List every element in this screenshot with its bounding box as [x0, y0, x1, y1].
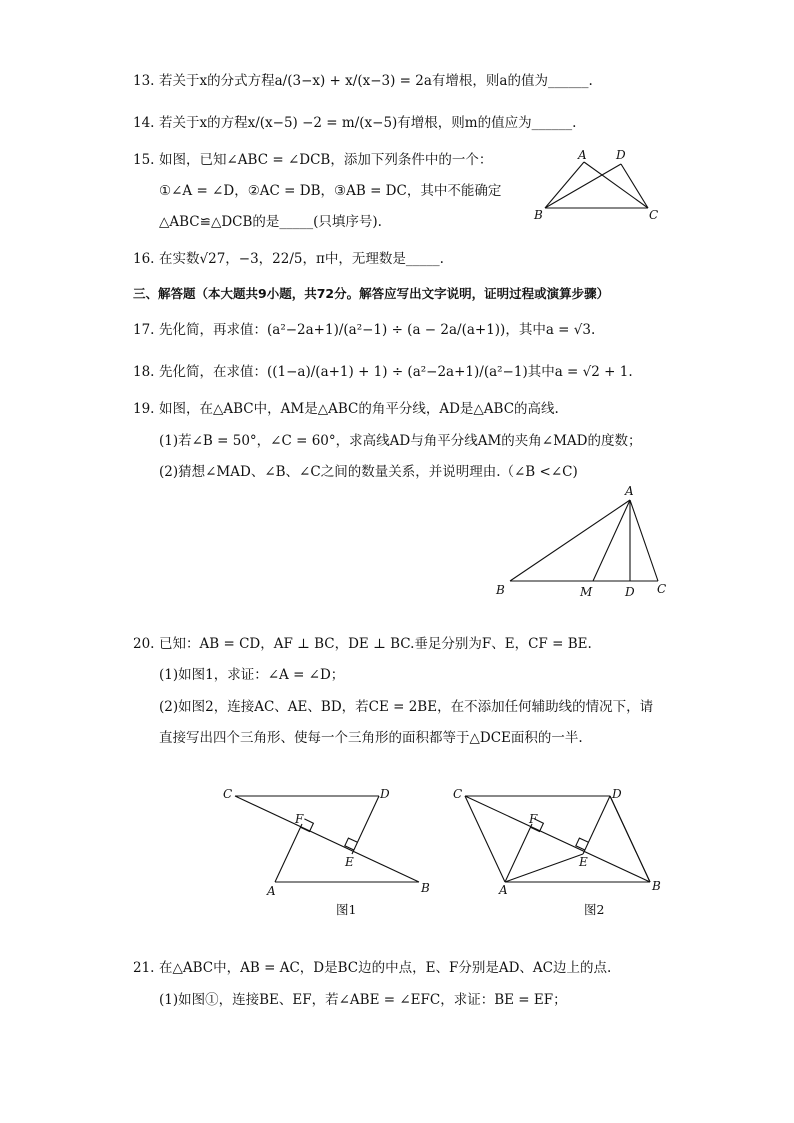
section-heading: 三、解答题（本大题共9小题，共72分。解答应写出文字说明，证明过程或演算步骤） [133, 286, 610, 301]
label-e: E [579, 855, 588, 869]
question-text: 若关于x的方程x/(x−5) −2 = m/(x−5)有增根，则m的值应为______. [159, 115, 577, 131]
question-15-ask: △ABC≌△DCB的是_____(只填序号). [159, 214, 382, 230]
label-a: A [267, 884, 276, 898]
question-21-part-1: (1)如图①，连接BE、EF，若∠ABE = ∠EFC，求证：BE = EF； [159, 992, 567, 1008]
figure-1 [215, 782, 440, 922]
label-a: A [499, 883, 508, 897]
label-d: D [625, 585, 635, 599]
label-f: F [295, 812, 304, 826]
label-d: D [616, 148, 626, 162]
question-17 [133, 320, 595, 340]
question-number: 15. [133, 152, 155, 168]
label-a: A [625, 484, 634, 498]
question-15 [133, 150, 492, 170]
figure-caption: 图1 [336, 902, 357, 917]
question-text: 若关于x的分式方程a/(3−x) + x/(x−3) = 2a有增根，则a的值为______. [159, 73, 593, 89]
question-text: 先化简，再求值：(a²−2a+1)/(a²−1) ÷ (a − 2a/(a+1))，其中a = √3. [159, 322, 596, 338]
figure-q19 [490, 480, 680, 602]
label-a: A [578, 148, 587, 162]
question-19 [133, 399, 559, 419]
question-text: 在△ABC中，AB = AC，D是BC边的中点，E、F分别是AD、AC边上的点. [159, 960, 612, 976]
figure-2 [445, 782, 670, 922]
question-14 [133, 113, 576, 133]
label-b: B [652, 879, 661, 893]
figure-q15 [528, 144, 668, 226]
question-20-part-2a: (2)如图2，连接AC、AE、BD，若CE = 2BE，在不添加任何辅助线的情况下，请 [159, 699, 654, 715]
label-c: C [223, 787, 233, 801]
question-number: 14. [133, 115, 155, 131]
label-b: B [421, 881, 430, 895]
question-16 [133, 249, 444, 269]
question-20 [133, 634, 592, 654]
label-f: F [529, 812, 538, 826]
question-19-part-2: (2)猜想∠MAD、∠B、∠C之间的数量关系，并说明理由.（∠B <∠C) [159, 464, 578, 480]
question-20-part-2b: 直接写出四个三角形、使每一个三角形的面积都等于△DCE面积的一半. [159, 730, 583, 746]
question-21 [133, 958, 611, 978]
figure-caption: 图2 [584, 902, 605, 917]
question-text: 先化简，在求值：((1−a)/(a+1) + 1) ÷ (a²−2a+1)/(a²−1)其中a = √2 + 1. [159, 364, 633, 380]
question-number: 16. [133, 251, 155, 267]
question-15-conditions: ①∠A = ∠D，②AC = DB，③AB = DC，其中不能确定 [159, 183, 502, 199]
label-e: E [345, 855, 354, 869]
question-text: 已知：AB = CD，AF ⊥ BC，DE ⊥ BC.垂足分别为F、E，CF = BE. [159, 636, 592, 652]
question-number: 21. [133, 960, 155, 976]
question-13 [133, 71, 593, 91]
question-number: 20. [133, 636, 155, 652]
question-text: 如图，在△ABC中，AM是△ABC的角平分线，AD是△ABC的高线. [159, 401, 559, 417]
question-number: 13. [133, 73, 155, 89]
question-19-part-1: (1)若∠B = 50°，∠C = 60°，求高线AD与角平分线AM的夹角∠MAD的度数； [159, 433, 642, 449]
label-b: B [534, 208, 543, 222]
question-text: 在实数√27，−3，22/5，π中，无理数是_____. [159, 251, 444, 267]
label-c: C [453, 787, 463, 801]
question-text: 如图，已知∠ABC = ∠DCB，添加下列条件中的一个： [159, 152, 493, 168]
label-d: D [612, 787, 622, 801]
label-b: B [496, 583, 505, 597]
question-number: 17. [133, 322, 155, 338]
label-c: C [649, 208, 659, 222]
question-18 [133, 362, 633, 382]
question-number: 19. [133, 401, 155, 417]
label-d: D [380, 787, 390, 801]
question-number: 18. [133, 364, 155, 380]
question-20-part-1: (1)如图1，求证：∠A = ∠D； [159, 667, 345, 683]
label-m: M [580, 585, 593, 599]
label-c: C [657, 582, 667, 596]
